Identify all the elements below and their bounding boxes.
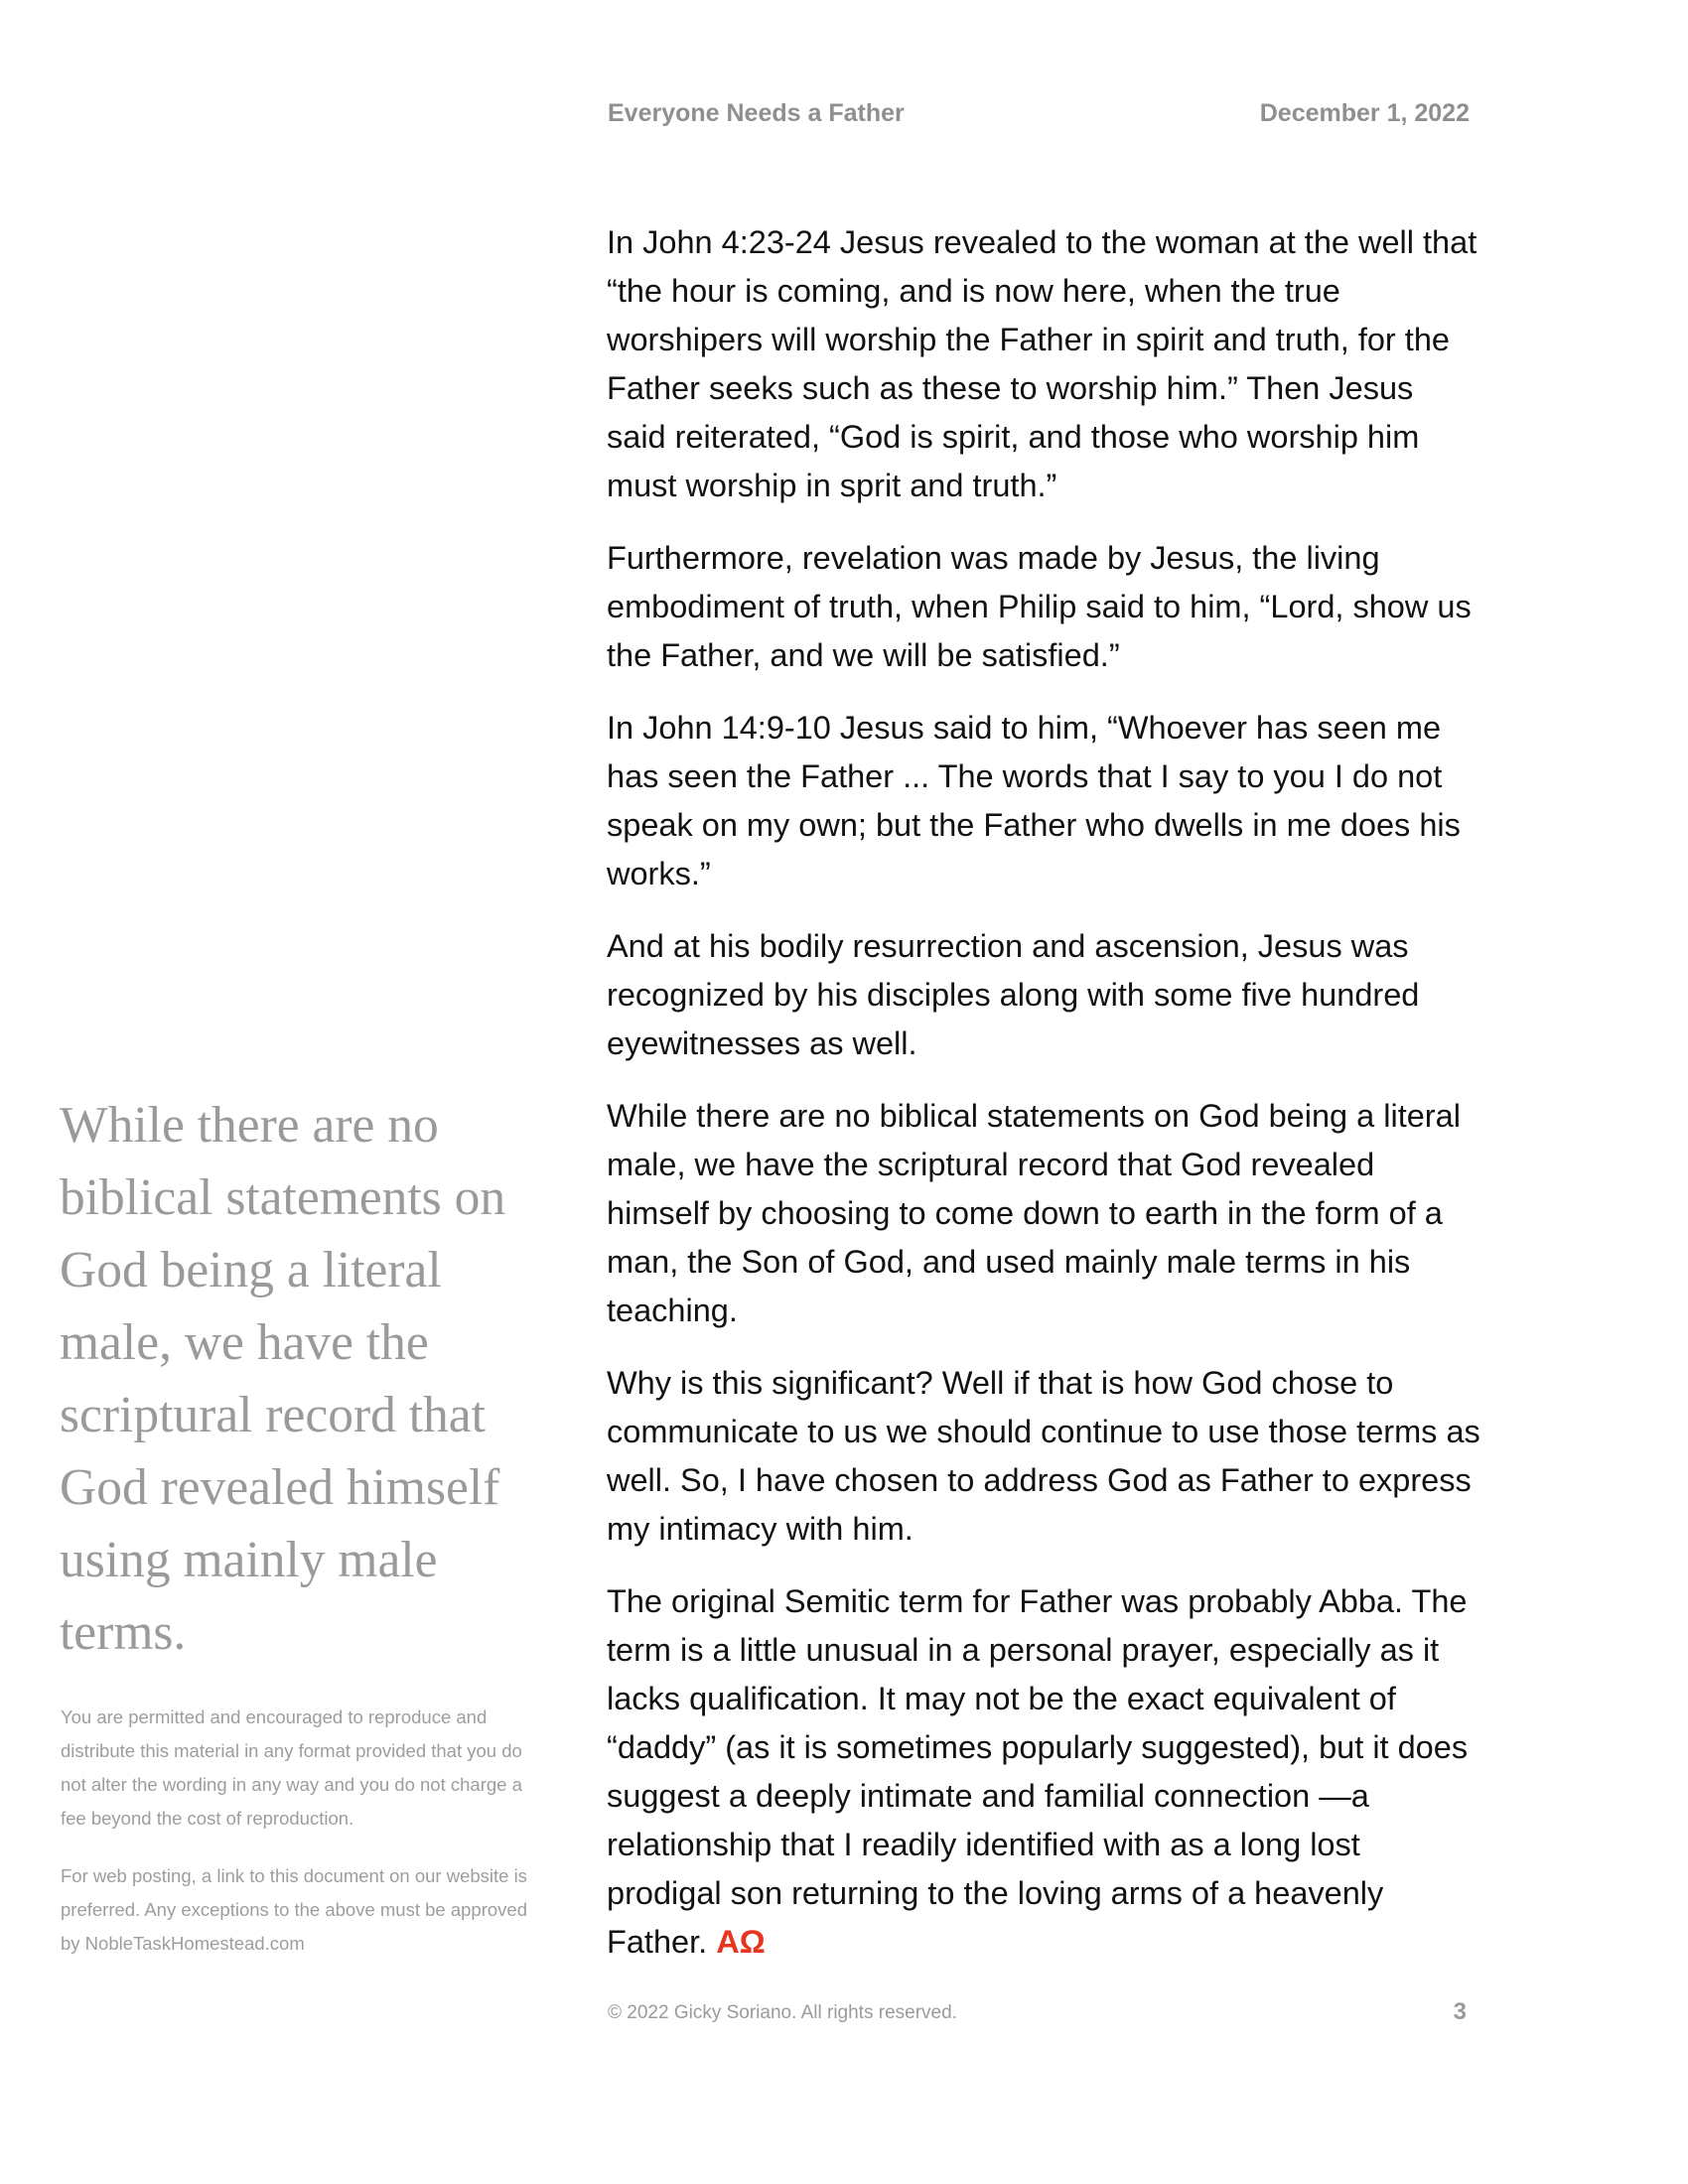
- body-paragraph: Why is this significant? Well if that is how God chose to communicate to us we should continue to use those terms as well. So, I have chosen to address God as Father to express my intimacy with him.: [607, 1365, 1480, 1547]
- copyright-notice: © 2022 Gicky Soriano. All rights reserved.: [608, 2002, 957, 2023]
- document-date: December 1, 2022: [1259, 99, 1470, 127]
- body-paragraph: While there are no biblical statements on God being a literal male, we have the scriptural record that God revealed himself by choosing to come down to earth in the form of a man, the Son of God, and used mainly male terms in his teaching.: [607, 1098, 1461, 1328]
- main-body-text: [607, 218, 1480, 1990]
- notice-paragraph: For web posting, a link to this document on our website is preferred. Any exceptions to the above must be approved by NobleTaskHomestead.com: [61, 1865, 527, 1954]
- body-paragraph: And at his bodily resurrection and ascension, Jesus was recognized by his disciples along with some five hundred eyewitnesses as well.: [607, 928, 1420, 1061]
- pull-quote: While there are no biblical statements on God being a literal male, we have the scriptural record that God revealed himself using mainly male terms.: [60, 1097, 506, 1661]
- body-paragraph: In John 14:9-10 Jesus said to him, “Whoever has seen me has seen the Father ... The words that I say to you I do not speak on my own; but the Father who dwells in me does his works.”: [607, 710, 1461, 891]
- body-paragraph-text: The original Semitic term for Father was probably Abba. The term is a little unusual in a personal prayer, especially as it lacks qualification. It may not be the exact equivalent of “daddy” (as it is sometimes popularly suggested), but it does suggest a deeply intimate and familial connection —a relationship that I readily identified with as a long lost prodigal son returning to the loving arms of a heavenly Father.: [607, 1583, 1469, 1960]
- body-paragraph: In John 4:23-24 Jesus revealed to the woman at the well that “the hour is coming, and is now here, when the true worshipers will worship the Father in spirit and truth, for the Father seeks such as these to worship him.” Then Jesus said reiterated, “God is spirit, and those who worship him must worship in sprit and truth.”: [607, 224, 1477, 503]
- notice-paragraph: You are permitted and encouraged to reproduce and distribute this material in any format provided that you do not alter the wording in any way and you do not charge a fee beyond the cost of reproduction.: [61, 1706, 522, 1829]
- body-paragraph-final: [607, 1577, 1480, 1967]
- permission-notice: [61, 1701, 537, 1984]
- document-title: Everyone Needs a Father: [608, 99, 905, 127]
- alpha-omega-mark: AΩ: [716, 1924, 766, 1960]
- page-number: 3: [1453, 1998, 1467, 2025]
- body-paragraph: Furthermore, revelation was made by Jesus, the living embodiment of truth, when Philip said to him, “Lord, show us the Father, and we will be satisfied.”: [607, 540, 1472, 673]
